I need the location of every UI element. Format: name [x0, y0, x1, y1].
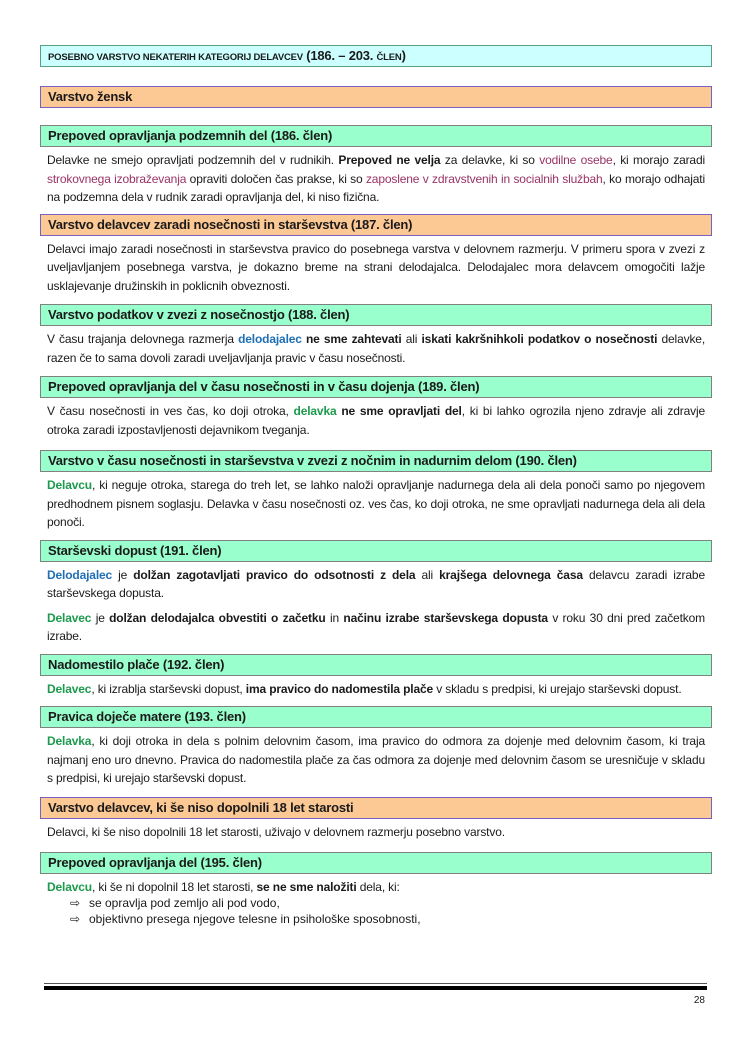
section-text-187: Delavci imajo zaradi nosečnosti in starševstva pravico do posebnega varstva v delovnem razmerju. V primeru spora v zvezi z uveljavljanjem posebnega varstva, je dokazno breme na strani delodajalca. Delodajalec mora delavcem omogočiti lažje usklajevanje družinskih in poklicnih obveznosti.	[47, 241, 705, 293]
highlight-term: Delavec	[47, 610, 92, 625]
section-heading-193: Pravica doječe matere (193. člen)	[40, 706, 712, 728]
list-item: ⇨ objektivno presega njegove telesne in psihološke sposobnosti,	[70, 912, 421, 926]
section-heading-189: Prepoved opravljanja del v času nosečnosti in v času dojenja (189. člen)	[40, 376, 712, 398]
section-text-195: Delavcu, ki še ni dopolnil 18 let starosti, se ne sme naložiti dela, ki:	[47, 880, 400, 894]
highlight-term: strokovnega izobraževanja	[47, 171, 187, 186]
footer-rule	[44, 986, 707, 990]
bullet-list-195	[40, 895, 712, 927]
highlight-term: Delavec	[47, 681, 92, 696]
page-number: 28	[693, 995, 705, 1006]
section-text-193: Delavka, ki doji otroka in dela s polnim delovnim časom, ima pravico do odmora za dojenje med delovnim časom, ki traja najmanj eno uro dnevno. Pravica do nadomestila plače za čas odmora za dojenje med delovnim časom se uresničuje v skladu s predpisi, ki urejajo starševski dopust.	[47, 734, 705, 785]
section-heading-varstvo-zensk: Varstvo žensk	[40, 86, 712, 108]
section-text-186: Delavke ne smejo opravljati podzemnih del v rudnikih. Prepoved ne velja za delavke, ki so vodilne osebe, ki morajo zaradi strokovnega izobraževanja opraviti določen čas prakse, ki so zaposlene v zdravstvenih in socialnih službah, ko morajo odhajati na podzemna dela v rudnik zaradi opravljanja del, ki niso fizična.	[47, 153, 706, 204]
section-text-192: Delavec, ki izrablja starševski dopust, ima pravico do nadomestila plače v skladu s predpisi, ki urejajo starševski dopust.	[47, 681, 682, 696]
footer-rule-thin	[44, 983, 707, 984]
arrow-right-icon: ⇨	[70, 896, 81, 910]
section-text-minors: Delavci, ki še niso dopolnili 18 let starosti, uživajo v delovnem razmerju posebno varstvo.	[47, 824, 505, 839]
highlight-term: Delavcu	[47, 478, 92, 492]
section-text-191-b: Delavec je dolžan delodajalca obvestiti o začetku in načinu izrabe starševskega dopusta v roku 30 dni pred začetkom izrabe.	[47, 610, 705, 643]
document-page	[40, 45, 712, 927]
highlight-term: delavka	[293, 404, 337, 418]
list-item: ⇨ se opravlja pod zemljo ali pod vodo,	[70, 896, 280, 910]
section-heading-188: Varstvo podatkov v zvezi z nosečnostjo (188. člen)	[40, 304, 712, 326]
highlight-term: vodilne osebe	[539, 153, 613, 167]
highlight-term: Delodajalec	[47, 567, 113, 582]
section-heading-191: Starševski dopust (191. člen)	[40, 540, 712, 562]
chapter-title-clen: ČLEN	[376, 52, 402, 63]
chapter-title-range: (186. – 203.	[306, 48, 374, 63]
section-text-190: Delavcu, ki neguje otroka, starega do treh let, se lahko naloži opravljanje nadurnega dela ali dela ponoči samo po njegovem predhodnem pisnem soglasju. Delavka v času nosečnosti oz. ves čas, ko doji otroka, ne sme opravljati nadurnega dela ali dela ponoči.	[47, 478, 705, 529]
section-text-191-a: Delodajalec je dolžan zagotavljati pravico do odsotnosti z dela ali krajšega delovnega časa delavcu zaradi izrabe starševskega dopusta.	[47, 567, 705, 600]
section-heading-195: Prepoved opravljanja del (195. člen)	[40, 852, 712, 874]
arrow-right-icon: ⇨	[70, 912, 81, 926]
highlight-term: delodajalec	[238, 332, 302, 346]
highlight-term: Delavcu	[47, 880, 92, 894]
section-heading-minors: Varstvo delavcev, ki še niso dopolnili 18 let starosti	[40, 797, 712, 819]
highlight-term: Delavka	[47, 734, 92, 748]
chapter-title: POSEBNO VARSTVO NEKATERIH KATEGORIJ DELAVCEV (186. – 203. ČLEN)	[40, 45, 712, 67]
section-heading-187: Varstvo delavcev zaradi nosečnosti in starševstva (187. člen)	[40, 214, 712, 236]
section-heading-192: Nadomestilo plače (192. člen)	[40, 654, 712, 676]
section-text-188: V času trajanja delovnega razmerja delodajalec ne sme zahtevati ali iskati kakršnihkoli podatkov o nosečnosti delavke, razen če to sama dovoli zaradi uveljavljanja pravic v času nosečnosti.	[47, 332, 706, 365]
chapter-title-text: POSEBNO VARSTVO NEKATERIH KATEGORIJ DELAVCEV	[48, 52, 303, 63]
section-text-189: V času nosečnosti in ves čas, ko doji otroka, delavka ne sme opravljati del, ki bi lahko ogrozila njeno zdravje ali zdravje otroka zaradi izpostavljenosti dejavnikom tveganja.	[47, 404, 706, 437]
section-heading-190: Varstvo v času nosečnosti in starševstva v zvezi z nočnim in nadurnim delom (190. člen)	[40, 450, 712, 472]
highlight-term: zaposlene v zdravstvenih in socialnih službah	[365, 171, 603, 186]
section-heading-186: Prepoved opravljanja podzemnih del (186. člen)	[40, 125, 712, 147]
